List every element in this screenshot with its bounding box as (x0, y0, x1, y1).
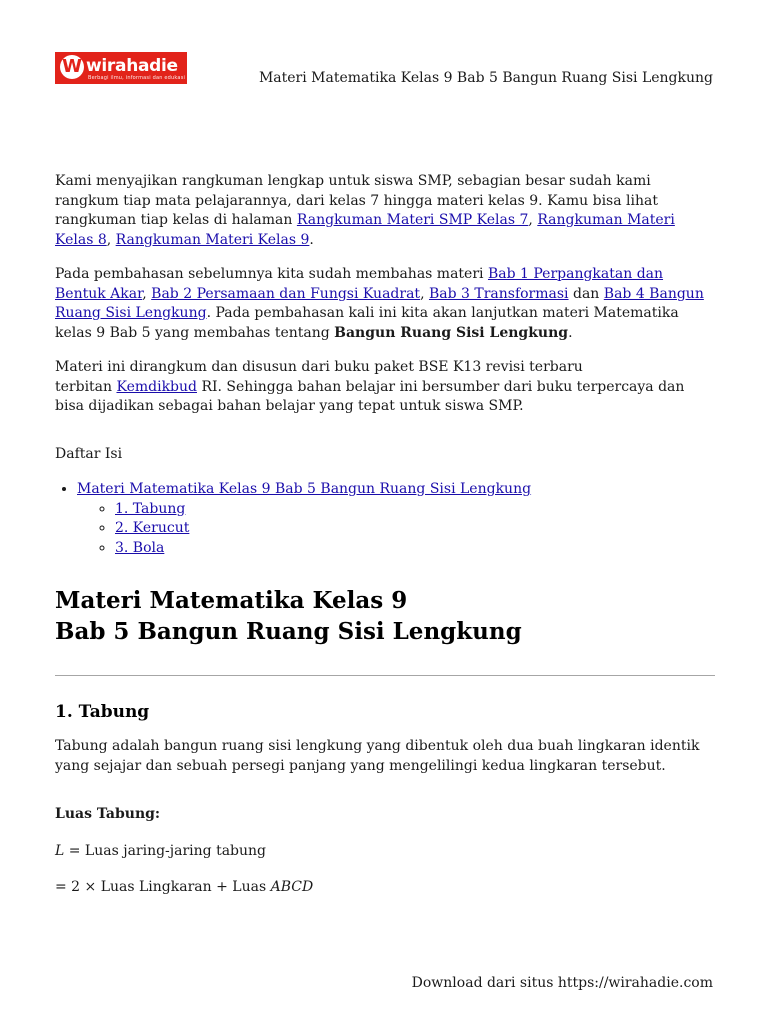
logo-mark-icon: W (60, 55, 84, 79)
intro-paragraph-3 (55, 358, 715, 417)
intro-text: terbitan (55, 378, 117, 395)
page-content (55, 172, 715, 915)
bold-topic: Bangun Ruang Sisi Lengkung (334, 324, 569, 341)
intro-paragraph-1 (55, 172, 715, 250)
toc-subitem (115, 539, 715, 559)
site-logo[interactable] (55, 52, 187, 84)
intro-text: Pada pembahasan sebelumnya kita sudah membahas materi (55, 266, 488, 282)
luas-tabung-title: Luas Tabung: (55, 806, 161, 822)
article-title (55, 585, 715, 647)
link-rangkuman-kelas-9[interactable]: Rangkuman Materi Kelas 9 (115, 231, 310, 248)
toc-link-main[interactable]: Materi Matematika Kelas 9 Bab 5 Bangun Ruang Sisi Lengkung (77, 481, 532, 497)
section-heading-tabung: 1. Tabung (55, 702, 150, 722)
toc-sublist (77, 500, 715, 559)
link-kemdikbud[interactable]: Kemdikbud (116, 378, 197, 395)
table-of-contents (55, 480, 715, 558)
toc-link-kerucut[interactable]: 2. Kerucut (115, 520, 190, 536)
link-bab-4[interactable]: Bab 4 Bangun Ruang Sisi Lengkung (55, 285, 704, 321)
link-bab-1[interactable]: Bab 1 Perpangkatan dan Bentuk Akar (55, 266, 664, 302)
intro-text: Materi ini dirangkum dan disusun dari buku paket BSE K13 revisi terbaru (55, 359, 583, 375)
toc-link-tabung[interactable]: 1. Tabung (115, 500, 186, 517)
divider (55, 675, 715, 676)
title-line-2: Bab 5 Bangun Ruang Sisi Lengkung (55, 618, 522, 645)
separator: , (106, 231, 116, 248)
header-title: Materi Matematika Kelas 9 Bab 5 Bangun Ruang Sisi Lengkung (258, 70, 713, 86)
separator: dan (568, 285, 604, 302)
link-rangkuman-kelas-8[interactable]: Rangkuman Materi Kelas 8 (55, 212, 675, 248)
toc-link-bola[interactable]: 3. Bola (115, 539, 165, 556)
period: . (309, 231, 314, 248)
formula-variable: L (55, 842, 65, 859)
title-line-1: Materi Matematika Kelas 9 (55, 587, 408, 614)
formula-text: = 2 × Luas Lingkaran + Luas (55, 879, 271, 895)
section-paragraph: Tabung adalah bangun ruang sisi lengkung yang dibentuk oleh dua buah lingkaran identik yang sejajar dan sebuah persegi panjang yang mengelilingi kedua lingkaran tersebut. (55, 738, 700, 774)
period: . (568, 324, 573, 341)
intro-text: Kami menyajikan rangkuman lengkap untuk siswa SMP, sebagian besar sudah kami rangkum tiap mata pelajarannya, dari kelas 7 hingga materi kelas 9. Kamu bisa lihat rangkuman tiap kelas di halaman (55, 173, 658, 228)
toc-subitem (115, 500, 715, 520)
separator: , (142, 285, 152, 302)
intro-paragraph-2 (55, 265, 715, 343)
intro-text: . Pada pembahasan kali ini kita akan lanjutkan materi Matematika kelas 9 Bab 5 yang membahas tentang (55, 305, 679, 341)
link-bab-3[interactable]: Bab 3 Transformasi (428, 285, 569, 302)
formula-variable: ABCD (270, 879, 314, 895)
intro-text: RI. Sehingga bahan belajar ini bersumber dari buku terpercaya dan bisa dijadikan sebagai bahan belajar yang tepat untuk siswa SMP. (55, 378, 685, 414)
link-rangkuman-kelas-7[interactable]: Rangkuman Materi SMP Kelas 7 (296, 212, 529, 228)
toc-item (77, 480, 715, 558)
formula-line-1 (55, 842, 715, 862)
formula-text: = Luas jaring-jaring tabung (64, 842, 267, 859)
toc-subitem (115, 519, 715, 539)
toc-heading: Daftar Isi (55, 445, 123, 462)
logo-tagline: Berbagi ilmu, informasi dan edukasi (88, 75, 186, 81)
footer-text: Download dari situs https://wirahadie.com (411, 975, 713, 991)
logo-text: wirahadie (86, 56, 178, 76)
separator: , (420, 285, 429, 302)
link-bab-2[interactable]: Bab 2 Persamaan dan Fungsi Kuadrat (151, 285, 421, 302)
formula-line-2 (55, 878, 715, 898)
separator: , (528, 212, 538, 228)
